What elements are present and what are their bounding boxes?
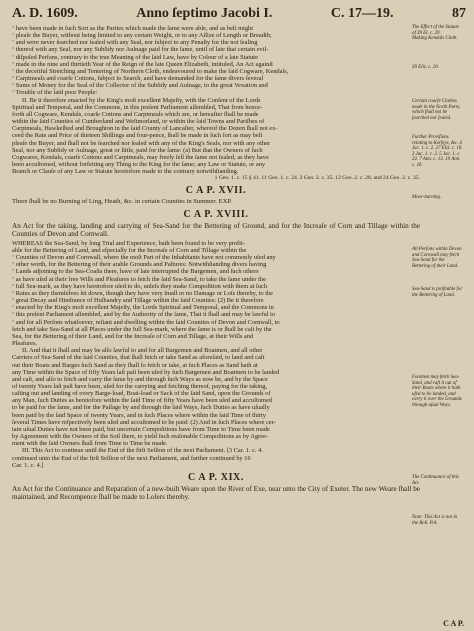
running-header bbox=[12, 6, 466, 22]
chapter-18-title: An Act for the taking, landing and carrying of Sea-Sand for the Bettering of Ground, and for the Increaſe of Corn and Tillage within the Counties of Devon and Cornwall. bbox=[12, 221, 420, 238]
header-regnal-year: Anno ſeptimo Jacobi I. bbox=[136, 6, 273, 21]
margin-note: Certain coarſe Clothes made in the North Parts, which ſhall not be ſearched nor ſealed. bbox=[412, 99, 461, 121]
chapter-heading-19: C A P. XIX. bbox=[188, 471, 244, 483]
sea-sand-preamble: WHEREAS the Sea-Sand, by long Trial and Experience, hath been found to be very profit- able for the Bettering of Land, and eſpecially for the Increaſe of Corn and Tillage within the ʻ Counties of Devon and Cornwall, where the moſt Part of the Inhabitants have not commonly uſed any ʻ other worth, for the Bettering of their arable Grounds and Paſtures: Notwithſtanding divers having ʻ Lands adjoining to the Sea-Coaſts there, have of late interrupted the Bargemen, and ſuch others ʻ as have uſed at their free Wills and Pleaſures to fetch the ſaid Sea-Sand, to take the ſame under the ʻ full Sea-mark, as they have heretofore uſed to do, unleſs they make Compoſition with them at ſuch ʻ Rates as they themſelves ſet down, though they have very ſmall or no Damage or Loſs thereby, to the ʻ great Decay and Hindrance of Huſbandry and Tillage within the ſaid Counties: (2) Be it therefore ʻ enacted by the King's moſt excellent Majeſty, the Lords Spiritual and Temporal, and the Commons in ʻ this preſent Parliament aſſembled, and by the Authority of the ſame, That it ſhall and may be lawful to ʻ and for all Perſons whatſoever, reſiant and dwelling within the ſaid Counties of Devon and Cornwall, to fetch and take Sea-Sand at all Places under the full Sea-mark, where the ſame is or ſhall be caſt by the Sea, for the Bettering of their Land, and for the Increaſe of Corn and Tillage, at their Wills and Pleaſures. bbox=[12, 239, 280, 348]
statute-references: 1 Geo. 1. c. 15 § 41. 11 Geo. 1. c. 24. 2 Geo. 2. c. 35. 12 Geo. 2. c. 28. and 24 Geo. 2. c. 35. bbox=[214, 175, 420, 182]
margin-note: Note: This Act is not in the Roll. P.A. bbox=[412, 515, 458, 526]
margin-note: Moor-burning. bbox=[412, 195, 442, 200]
chapter-17-text: There ſhall be no Burning of Ling, Heath, &c. in certain Counties in Summer. EXP. bbox=[12, 198, 232, 206]
margin-note: Sea-Sand is profitable for the Bettering of Land. bbox=[412, 287, 463, 298]
margin-note: The Effect of the Statute of 39 El. c. 20. Making Kendals Cloth. bbox=[412, 25, 459, 42]
margin-note: The Continuance of this Act. bbox=[412, 475, 459, 486]
margin-note: Further Proviſions relating to Kerſeys, &c. 4 Jac. 1. c. 2. 27 Eliz. c. 18. 3 Jac. 1. c. 2. 5 Jac. 1. c. 22. 7 Ann. c. 13. 10 Ann. c. 16. bbox=[412, 135, 463, 168]
page-body bbox=[12, 25, 466, 526]
header-year: A. D. 1609. bbox=[12, 6, 78, 21]
enacting-paragraph: II. Be it therefore enacted by the King's moſt excellent Majeſty, with the Conſent of the Lords Spiritual and Temporal, and the Commons, in this preſent Parliament aſſembled, That from hence- forth all Cogware, Kendals, coarſe Cottons and Carptmeals which are, or hereafter ſhall be made within the ſaid Counties of Cumberland and Weſtmorland, or within the ſaid Towns and Pariſhes of Carptmeals, Hawkeſhed and Broughton in the ſaid County of Lancaſter, whereof the Dozen ſhall not ex- ceed the Rate and Price of thirteen Shillings and four-pence, ſhall be made in ſuch ſort as may beſt pleaſe the Buyer, and ſhall not be ſearched nor ſealed with any of the King's Seals, nor with any other Seal, nor any Subſidy or Aulnage, great or little, paid for the ſame: (a) But that the Owners of ſuch Cogwares, Kendals, coarſe Cottons and Carptmeals, may freely ſell the ſame not ſealed, as they have been accuſtomed, without forfeiting any Thing to the King for the ſame; any Law or Statute, or any Branch or Clauſe of any Law or Statute heretofore made to the contrary notwithſtanding. 1 Geo. 1. c. 15 § 41. 11 Geo. 1. c. 24. 2 Geo. 2. c. 35. 12 Geo. 2. c. 28. and 24 Geo. 2. c. 35. bbox=[12, 96, 420, 182]
recital-paragraph: ʻ have been made in ſuch Sort as the Parties which made the ſame were able, and as beſt might ʻ pleaſe the Buyer, without being limited to any certain Weight, or to any Aſſize of Length or Breadth; ʻ and were never ſearched nor ſealed with any Seal, nor ſubject to any Penalty for the not ſealing ʻ thereof with any Seal, nor any Subſidy nor Aulnage paid for the ſame, until of late that certain evil- ʻ diſpoſed Perſons, contrary to the true Meaning of the ſaid Law, have by Colour of a late Statute ʻ made in the nine and thirtieth Year of the Reign of the late Queen Elizabeth, intituled, An Act againſt ʻ the deceitful Stretching and Tentering of Northern Cloth, endeavoured to make the ſaid Cogware, Kendals, ʻ Carptmeals and coarſe Cottons, ſubject to Search, and have demanded for the ſame divers ſeveral ʻ Sums of Money for the Seal of the Collector of the Subſidy and Aulnage, to the great Vexation and ʻ Trouble of the ſaid poor People: bbox=[12, 25, 289, 97]
page-number: 87 bbox=[451, 6, 466, 21]
chapter-heading-18: C A P. XVIII. bbox=[183, 208, 249, 220]
header-chapters: C. 17—19. bbox=[330, 6, 394, 21]
margin-note: All Perſons within Devon and Cornwall may fetch Sea-Sand for the Bettering of their Land. bbox=[412, 247, 462, 269]
margin-note: Footmen may fetch Sea-Sand, and caſt it out of their Boats where it hath uſed to be landed, and carry it over the Grounds through uſual Ways. bbox=[412, 375, 462, 408]
margin-note: 39 Eliz. c. 20. bbox=[412, 65, 439, 70]
chapter-heading-17: C A P. XVII. bbox=[185, 185, 247, 197]
continuance-section: III. This Act to continue until the End of the firſt Seſſion of the next Parliament. [3 Car. 1. c. 4. continued unto the End of the firſt Seſſion of the next Parliament, and farther continued by 16 Car. 1. c. 4.] bbox=[12, 447, 263, 469]
sea-sand-section-2: II. And that it ſhall and may be alſo lawful to and for all Bargemen and Boatmen, and all other Carriers of Sea-Sand of the ſaid Counties, that ſhall fetch or take Sand as aforeſaid, to land and caſt out their Boats and Barges ſuch Sand as they ſhall ſo fetch or take, at ſuch Places as Sand hath at any Time within the Space of fifty Years laſt paſt been uſed by ſuch Bargemen and Boatmen to be landed and caſt, and alſo to fetch and carry the ſame by and through ſuch Ways as now be, and by the Space of twenty Years laſt paſt have been, uſed for the carrying and fetching thereof, paying for the taking, caſting out and landing of every Barge-load, Boat-load or Sack of the ſaid Sand, upon the Grounds of any Man, ſuch Duties as heretofore within the ſaid Time of fifty Years have been uſed and accuſtomed to be paid for the ſame, and for the Paſſage by and through the ſaid Ways, ſuch Duties as have uſually been paid by the ſaid Space of twenty Years, and in ſuch Places where within the ſaid Time of thirty ſeveral Times have reſpectively been uſed and accuſtomed to be paid: (2) And in ſuch Places where cer- tain uſual Duties have not been paid, but uncertain Compoſitions have from Time to Time been made by Agreement with the Owners of the Soil there, to yield ſuch reaſonable Compoſitions as by Agree- ment with the ſaid Owners ſhall from Time to Time be made. bbox=[12, 347, 280, 448]
catchword: C A P. bbox=[443, 619, 464, 628]
chapter-19-title: An Act for the Continuance and Reparation of a new-built Weare upon the River of Exe, near unto the City of Exeter. The new Weare ſhall be maintained, and Recompence ſhall be made to Loſers thereby. bbox=[12, 484, 420, 501]
